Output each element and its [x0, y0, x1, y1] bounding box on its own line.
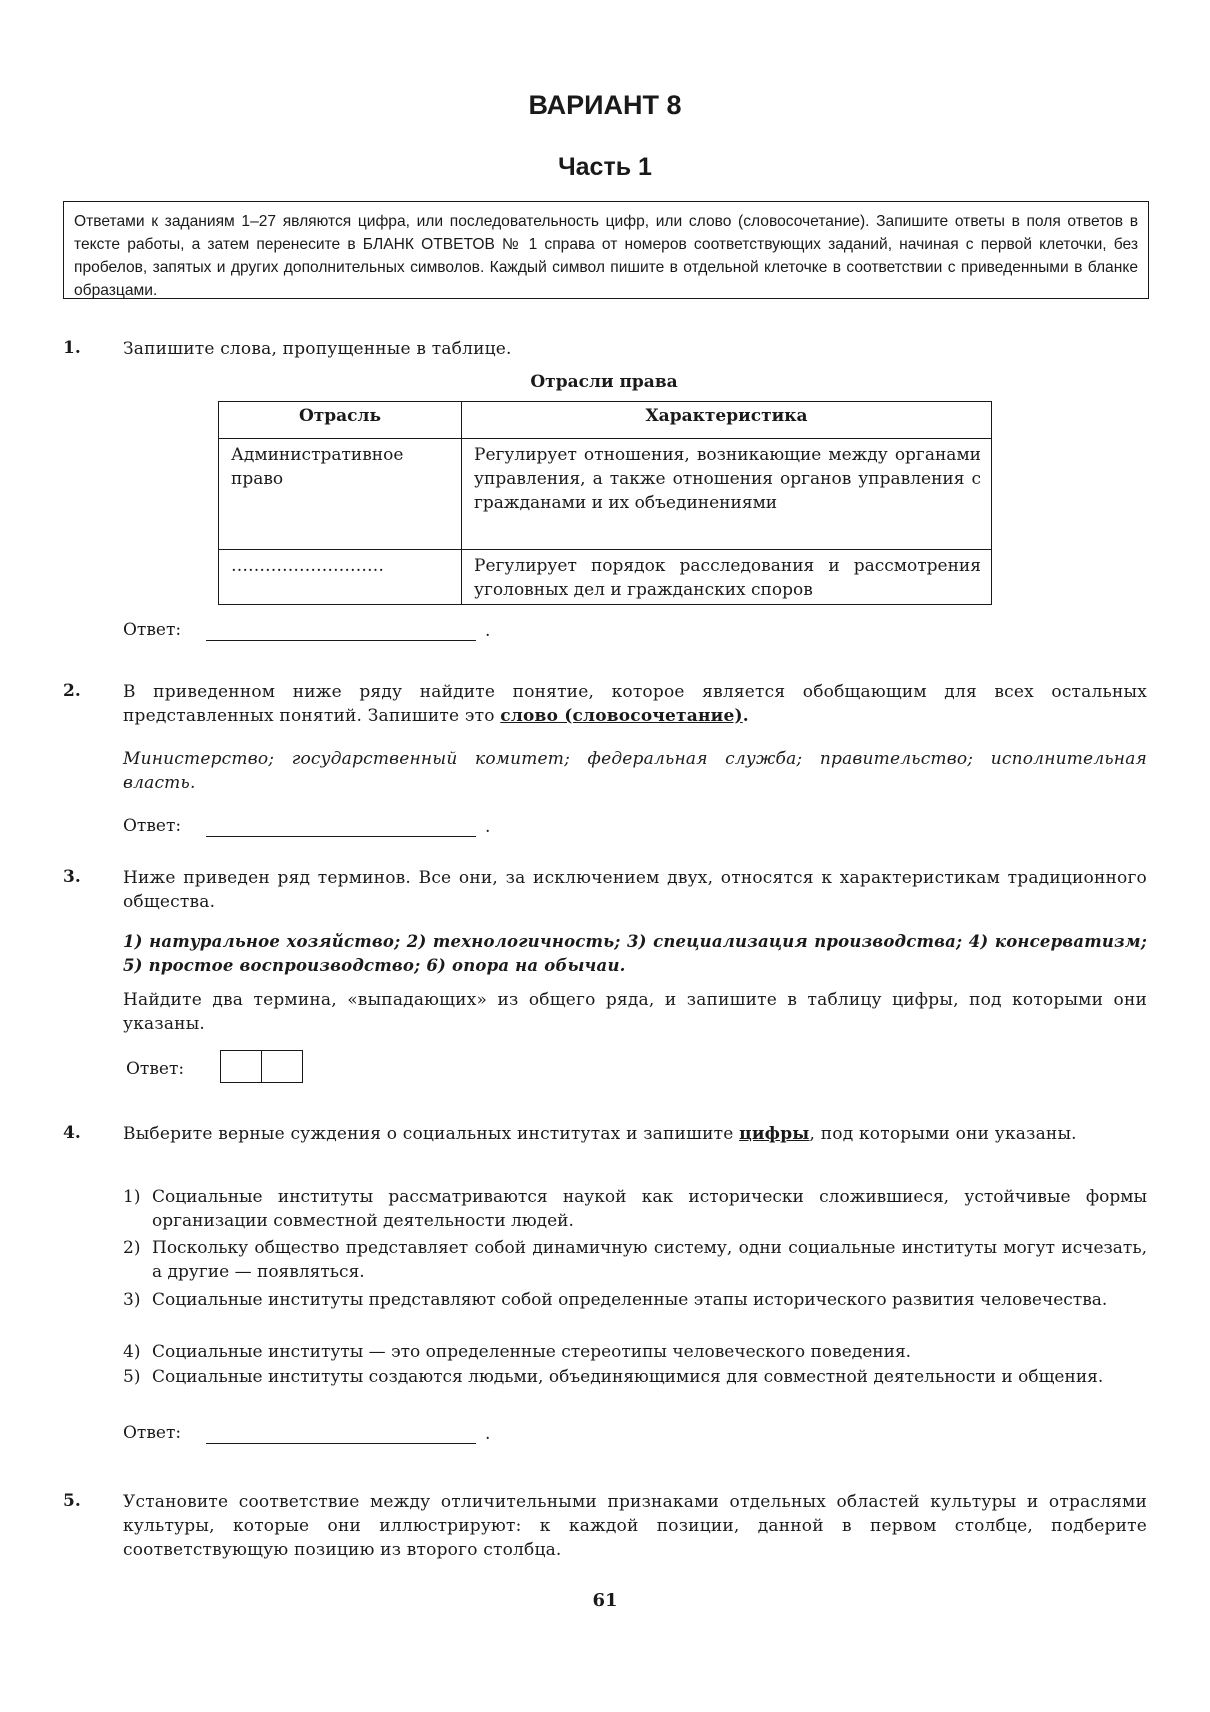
- answer-period: .: [485, 621, 491, 641]
- task-1-prompt: Запишите слова, пропущенные в таблице.: [123, 339, 512, 359]
- task-2-prompt-emphasis: слово (словосочетание): [500, 706, 743, 726]
- task-2-number: 2.: [63, 681, 81, 701]
- branch-cell-missing: ………………………: [219, 550, 462, 605]
- task-3-terms: 1) натуральное хозяйство; 2) технологичность; 3) специализация производства; 4) консерватизм; 5) простое воспроизводство; 6) опора на обычаи.: [123, 932, 1147, 975]
- option-text: Социальные институты — это определенные стереотипы человеческого поведения.: [152, 1342, 912, 1362]
- answer-cell[interactable]: [261, 1050, 303, 1083]
- task-2-prompt: [123, 680, 1147, 728]
- answer-cell[interactable]: [220, 1050, 262, 1083]
- option-number: 2): [123, 1238, 141, 1258]
- task-1-number: 1.: [63, 338, 81, 358]
- option-text: Поскольку общество представляет собой динамичную систему, одни социальные институты могут исчезать, а другие — появляться.: [152, 1238, 1147, 1282]
- answer-label: Ответ:: [126, 1059, 185, 1079]
- column-header-description: Характеристика: [462, 402, 992, 439]
- task-4-number: 4.: [63, 1123, 81, 1143]
- list-item: [123, 1236, 1147, 1284]
- option-text: Социальные институты рассматриваются наукой как исторически сложившиеся, устойчивые формы организации совместной деятельности людей.: [152, 1187, 1147, 1231]
- task-2-answer-field[interactable]: [206, 836, 476, 837]
- variant-title: ВАРИАНТ 8: [528, 90, 682, 120]
- law-branches-table: [218, 401, 992, 605]
- task-4-prompt-emphasis: цифры: [739, 1124, 810, 1144]
- task-3-number: 3.: [63, 867, 81, 887]
- branch-cell: Административное право: [219, 439, 462, 550]
- answer-period: .: [485, 817, 491, 837]
- task-3-answer-boxes: [220, 1050, 301, 1083]
- option-number: 3): [123, 1290, 141, 1310]
- page-number: 61: [592, 1590, 618, 1611]
- answer-label: Ответ:: [123, 620, 182, 640]
- task-2-series: Министерство; государственный комитет; федеральная служба; правительство; исполнительная власть.: [123, 749, 1147, 793]
- law-table-title: Отрасли права: [530, 372, 678, 392]
- part-title: Часть 1: [558, 153, 652, 181]
- task-4-prompt: [123, 1122, 1147, 1146]
- option-number: 5): [123, 1367, 141, 1387]
- task-3-instruction: Найдите два термина, «выпадающих» из общего ряда, и запишите в таблицу цифры, под которыми они указаны.: [123, 990, 1147, 1034]
- list-item: [123, 1365, 1147, 1413]
- answer-label: Ответ:: [123, 816, 182, 836]
- instruction-box: Ответами к заданиям 1–27 являются цифра, или последовательность цифр, или слово (словосочетание). Запишите ответы в поля ответов в тексте работы, а затем перенесите в БЛАНК ОТВЕТОВ № 1 справа от номеров соответствующих заданий, начиная с первой клеточки, без пробелов, запятых и других дополнительных символов. Каждый символ пишите в отдельной клеточке в соответствии с приведенными в бланке образцами.: [63, 201, 1149, 299]
- description-cell: Регулирует порядок расследования и рассмотрения уголовных дел и гражданских споров: [462, 550, 992, 605]
- task-2-prompt-text: В приведенном ниже ряду найдите понятие, которое является обобщающим для всех остальных представленных понятий. Запишите это: [123, 682, 1147, 726]
- task-4-answer-field[interactable]: [206, 1443, 476, 1444]
- option-text: Социальные институты представляют собой определенные этапы исторического развития человечества.: [152, 1290, 1108, 1310]
- answer-label: Ответ:: [123, 1423, 182, 1443]
- task-4-prompt-text: Выберите верные суждения о социальных институтах и запишите: [123, 1124, 740, 1144]
- option-text: Социальные институты создаются людьми, объединяющимися для совместной деятельности и общения.: [152, 1367, 1104, 1387]
- answer-period: .: [485, 1424, 491, 1444]
- list-item: [123, 1288, 1147, 1336]
- task-2-prompt-end: .: [742, 706, 749, 726]
- option-number: 1): [123, 1187, 141, 1207]
- task-4-prompt-end: , под которыми они указаны.: [809, 1124, 1077, 1144]
- list-item: [123, 1185, 1147, 1233]
- task-5-prompt: Установите соответствие между отличительными признаками отдельных областей культуры и отраслями культуры, которые они иллюстрируют: к каждой позиции, данной в первом столбце, подберите соответствующую позицию из второго столбца.: [123, 1492, 1147, 1560]
- option-number: 4): [123, 1342, 141, 1362]
- description-cell: Регулирует отношения, возникающие между органами управления, а также отношения органов управления с гражданами и их объединениями: [462, 439, 992, 550]
- task-5-number: 5.: [63, 1491, 81, 1511]
- column-header-branch: Отрасль: [219, 402, 462, 439]
- table-row: [219, 439, 992, 550]
- table-row: [219, 550, 992, 605]
- list-item: [123, 1340, 1147, 1364]
- task-1-answer-field[interactable]: [206, 640, 476, 641]
- task-3-prompt: Ниже приведен ряд терминов. Все они, за исключением двух, относятся к характеристикам традиционного общества.: [123, 868, 1147, 912]
